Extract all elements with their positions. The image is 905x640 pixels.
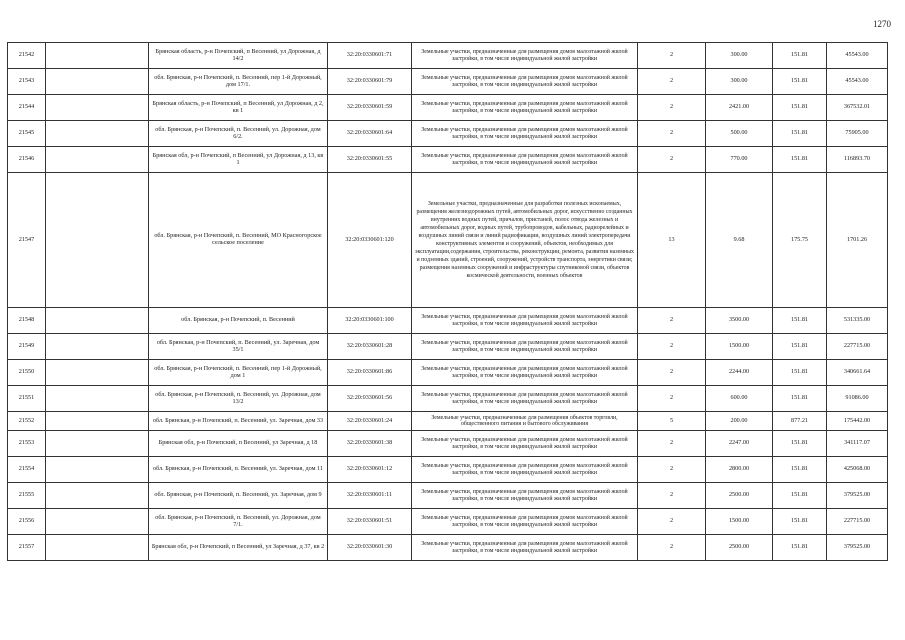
rate-cell: 151.81 (773, 509, 827, 535)
address-cell: Брянская обл, р-н Почепский, п Весенний, ул Дорожная, д 13, кв 1 (149, 147, 328, 173)
group-cell: 2 (638, 386, 706, 412)
cadastral-value-cell: 425068.00 (827, 457, 888, 483)
blank-cell (46, 386, 149, 412)
row-number-cell: 21548 (8, 308, 46, 334)
address-cell: Брянская обл, р-н Почепский, п Весенний, ул Заречная, д 18 (149, 431, 328, 457)
blank-cell (46, 334, 149, 360)
cadastral-number-cell: 32:20:0330601:30 (328, 535, 412, 561)
cadastral-value-cell: 45543.00 (827, 43, 888, 69)
rate-cell: 151.81 (773, 386, 827, 412)
rate-cell: 151.81 (773, 69, 827, 95)
land-use-cell: Земельные участки, предназначенные для размещения домов малоэтажной жилой застройки, в том числе индивидуальной жилой застройки (412, 43, 638, 69)
row-number-cell: 21543 (8, 69, 46, 95)
blank-cell (46, 483, 149, 509)
table-body (8, 43, 888, 561)
blank-cell (46, 457, 149, 483)
land-use-cell: Земельные участки, предназначенные для размещения домов малоэтажной жилой застройки, в том числе индивидуальной жилой застройки (412, 431, 638, 457)
group-cell: 2 (638, 334, 706, 360)
group-cell: 2 (638, 535, 706, 561)
rate-cell: 175.75 (773, 173, 827, 308)
cadastral-value-cell: 227715.00 (827, 334, 888, 360)
row-number-cell: 21553 (8, 431, 46, 457)
table-row (8, 43, 888, 69)
rate-cell: 151.81 (773, 95, 827, 121)
row-number-cell: 21547 (8, 173, 46, 308)
land-use-cell: Земельные участки, предназначенные для размещения домов малоэтажной жилой застройки, в том числе индивидуальной жилой застройки (412, 386, 638, 412)
land-use-cell: Земельные участки, предназначенные для размещения домов малоэтажной жилой застройки, в том числе индивидуальной жилой застройки (412, 95, 638, 121)
blank-cell (46, 95, 149, 121)
table-row (8, 334, 888, 360)
area-cell: 200.00 (706, 412, 773, 431)
cadastral-number-cell: 32:20:0330601:51 (328, 509, 412, 535)
table-row (8, 431, 888, 457)
address-cell: обл. Брянская, р-н Почепский, п. Весенний, ул. Дорожная, дом 6/2. (149, 121, 328, 147)
cadastre-table (7, 42, 888, 561)
address-cell: обл. Брянская, р-н Почепский, п. Весенний (149, 308, 328, 334)
cadastral-value-cell: 116893.70 (827, 147, 888, 173)
land-use-cell: Земельные участки, предназначенные для размещения домов малоэтажной жилой застройки, в том числе индивидуальной жилой застройки (412, 308, 638, 334)
cadastral-value-cell: 379525.00 (827, 535, 888, 561)
group-cell: 2 (638, 95, 706, 121)
row-number-cell: 21542 (8, 43, 46, 69)
group-cell: 2 (638, 308, 706, 334)
cadastral-number-cell: 32:20:0330601:56 (328, 386, 412, 412)
address-cell: обл. Брянская, р-н Почепский, п. Весенний, ул. Заречная, дом 33 (149, 412, 328, 431)
table-row (8, 69, 888, 95)
area-cell: 300.00 (706, 43, 773, 69)
rate-cell: 151.81 (773, 431, 827, 457)
area-cell: 500.00 (706, 121, 773, 147)
row-number-cell: 21549 (8, 334, 46, 360)
group-cell: 2 (638, 121, 706, 147)
group-cell: 2 (638, 147, 706, 173)
group-cell: 2 (638, 69, 706, 95)
cadastral-value-cell: 227715.00 (827, 509, 888, 535)
group-cell: 2 (638, 431, 706, 457)
blank-cell (46, 173, 149, 308)
cadastral-value-cell: 75905.00 (827, 121, 888, 147)
table-row (8, 535, 888, 561)
row-number-cell: 21556 (8, 509, 46, 535)
address-cell: обл. Брянская, р-н Почепский, п. Весенний, пер 1-й Дорожный, дом 1 (149, 360, 328, 386)
land-use-cell: Земельные участки, предназначенные для размещения домов малоэтажной жилой застройки, в том числе индивидуальной жилой застройки (412, 121, 638, 147)
blank-cell (46, 509, 149, 535)
blank-cell (46, 43, 149, 69)
cadastral-number-cell: 32:20:0330601:59 (328, 95, 412, 121)
cadastral-value-cell: 367532.01 (827, 95, 888, 121)
area-cell: 1500.00 (706, 509, 773, 535)
address-cell: обл. Брянская, р-н Почепский, п. Весенний, пер 1-й Дорожный, дом 17/1. (149, 69, 328, 95)
table-row (8, 412, 888, 431)
group-cell: 2 (638, 509, 706, 535)
land-use-cell: Земельные участки, предназначенные для размещения домов малоэтажной жилой застройки, в том числе индивидуальной жилой застройки (412, 334, 638, 360)
row-number-cell: 21554 (8, 457, 46, 483)
land-use-cell: Земельные участки, предназначенные для разработки полезных ископаемых, размещения железнодорожных путей, автомобильных дорог, искусственно созданных внутренних водных путей, причалов, пристаней, полос отвода железных и автомобильных дорог, водных путей, трубопроводов, кабельных, радиорелейных и воздушных линий связи и линий радиофикации, воздушных линий электропередачи конструктивных элементов и сооружений, объектов, необходимых для эксплуатации,содержания, строительства, реконструкции, ремонта, развития наземных и подземных зданий, строений, сооружений, устройств транспорта, энергетики связи; размещения наземных сооружений и инфраструктуры спутниковой связи, объектов космической деятельности, военных объектов (412, 173, 638, 308)
area-cell: 770.00 (706, 147, 773, 173)
cadastral-value-cell: 45543.00 (827, 69, 888, 95)
cadastral-number-cell: 32:20:0330601:100 (328, 308, 412, 334)
address-cell: Брянская область, р-н Почепский, п Весенний, ул Дорожная, д 2, кв 1 (149, 95, 328, 121)
row-number-cell: 21555 (8, 483, 46, 509)
address-cell: обл. Брянская, р-н Почепский, п. Весенний, ул. Заречная, дом 35/1 (149, 334, 328, 360)
land-use-cell: Земельные участки, предназначенные для размещения домов малоэтажной жилой застройки, в том числе индивидуальной жилой застройки (412, 360, 638, 386)
rate-cell: 151.81 (773, 334, 827, 360)
cadastral-number-cell: 32:20:0330601:79 (328, 69, 412, 95)
land-use-cell: Земельные участки, предназначенные для размещения домов малоэтажной жилой застройки, в том числе индивидуальной жилой застройки (412, 457, 638, 483)
table-row (8, 173, 888, 308)
rate-cell: 151.81 (773, 121, 827, 147)
row-number-cell: 21546 (8, 147, 46, 173)
address-cell: Брянская обл, р-н Почепский, п Весенний, ул Заречная, д 37, кв 2 (149, 535, 328, 561)
cadastral-number-cell: 32:20:0330601:86 (328, 360, 412, 386)
area-cell: 600.00 (706, 386, 773, 412)
table-row (8, 483, 888, 509)
area-cell: 2247.00 (706, 431, 773, 457)
land-use-cell: Земельные участки, предназначенные для размещения домов малоэтажной жилой застройки, в том числе индивидуальной жилой застройки (412, 535, 638, 561)
table-row (8, 457, 888, 483)
cadastral-value-cell: 531335.00 (827, 308, 888, 334)
cadastral-value-cell: 175442.00 (827, 412, 888, 431)
land-use-cell: Земельные участки, предназначенные для размещения объектов торговли, общественного питания и бытового обслуживания (412, 412, 638, 431)
rate-cell: 151.81 (773, 457, 827, 483)
blank-cell (46, 147, 149, 173)
area-cell: 2500.00 (706, 483, 773, 509)
group-cell: 13 (638, 173, 706, 308)
address-cell: обл. Брянская, р-н Почепский, п. Весенний, ул. Дорожная, дом 13/2 (149, 386, 328, 412)
table-row (8, 509, 888, 535)
blank-cell (46, 535, 149, 561)
area-cell: 2421.00 (706, 95, 773, 121)
cadastral-value-cell: 379525.00 (827, 483, 888, 509)
address-cell: обл. Брянская, р-н Почепский, п. Весенний, ул. Заречная, дом 11 (149, 457, 328, 483)
area-cell: 2244.00 (706, 360, 773, 386)
page-number: 1270 (873, 19, 891, 29)
blank-cell (46, 121, 149, 147)
blank-cell (46, 412, 149, 431)
land-use-cell: Земельные участки, предназначенные для размещения домов малоэтажной жилой застройки, в том числе индивидуальной жилой застройки (412, 509, 638, 535)
cadastral-number-cell: 32:20:0330601:38 (328, 431, 412, 457)
group-cell: 5 (638, 412, 706, 431)
blank-cell (46, 431, 149, 457)
rate-cell: 151.81 (773, 43, 827, 69)
address-cell: обл. Брянская, р-н Почепский, п. Весенний, МО Красногорское сельское поселение (149, 173, 328, 308)
cadastral-value-cell: 91086.00 (827, 386, 888, 412)
land-use-cell: Земельные участки, предназначенные для размещения домов малоэтажной жилой застройки, в том числе индивидуальной жилой застройки (412, 69, 638, 95)
cadastral-number-cell: 32:20:0330601:12 (328, 457, 412, 483)
rate-cell: 877.21 (773, 412, 827, 431)
cadastral-value-cell: 341117.07 (827, 431, 888, 457)
address-cell: обл. Брянская, р-н Почепский, п. Весенний, ул. Дорожная, дом 7/1. (149, 509, 328, 535)
table-row (8, 147, 888, 173)
area-cell: 2500.00 (706, 535, 773, 561)
cadastral-value-cell: 1701.26 (827, 173, 888, 308)
cadastral-number-cell: 32:20:0330601:28 (328, 334, 412, 360)
cadastral-number-cell: 32:20:0330601:11 (328, 483, 412, 509)
land-use-cell: Земельные участки, предназначенные для размещения домов малоэтажной жилой застройки, в том числе индивидуальной жилой застройки (412, 483, 638, 509)
address-cell: Брянская область, р-н Почепский, п Весенний, ул Дорожная, д 14/2 (149, 43, 328, 69)
row-number-cell: 21551 (8, 386, 46, 412)
group-cell: 2 (638, 457, 706, 483)
area-cell: 9.68 (706, 173, 773, 308)
rate-cell: 151.81 (773, 535, 827, 561)
rate-cell: 151.81 (773, 308, 827, 334)
cadastral-number-cell: 32:20:0330601:120 (328, 173, 412, 308)
group-cell: 2 (638, 43, 706, 69)
cadastral-value-cell: 340661.64 (827, 360, 888, 386)
row-number-cell: 21550 (8, 360, 46, 386)
row-number-cell: 21545 (8, 121, 46, 147)
address-cell: обл. Брянская, р-н Почепский, п. Весенний, ул. Заречная, дом 9 (149, 483, 328, 509)
blank-cell (46, 360, 149, 386)
row-number-cell: 21557 (8, 535, 46, 561)
area-cell: 2800.00 (706, 457, 773, 483)
area-cell: 3500.00 (706, 308, 773, 334)
table-row (8, 121, 888, 147)
row-number-cell: 21552 (8, 412, 46, 431)
table-row (8, 308, 888, 334)
row-number-cell: 21544 (8, 95, 46, 121)
blank-cell (46, 308, 149, 334)
table-row (8, 95, 888, 121)
area-cell: 1500.00 (706, 334, 773, 360)
group-cell: 2 (638, 483, 706, 509)
blank-cell (46, 69, 149, 95)
area-cell: 300.00 (706, 69, 773, 95)
cadastral-number-cell: 32:20:0330601:55 (328, 147, 412, 173)
table-row (8, 360, 888, 386)
group-cell: 2 (638, 360, 706, 386)
rate-cell: 151.81 (773, 147, 827, 173)
cadastral-number-cell: 32:20:0330601:64 (328, 121, 412, 147)
cadastral-number-cell: 32:20:0330601:71 (328, 43, 412, 69)
table-row (8, 386, 888, 412)
rate-cell: 151.81 (773, 483, 827, 509)
rate-cell: 151.81 (773, 360, 827, 386)
cadastral-number-cell: 32:20:0330601:24 (328, 412, 412, 431)
land-use-cell: Земельные участки, предназначенные для размещения домов малоэтажной жилой застройки, в том числе индивидуальной жилой застройки (412, 147, 638, 173)
